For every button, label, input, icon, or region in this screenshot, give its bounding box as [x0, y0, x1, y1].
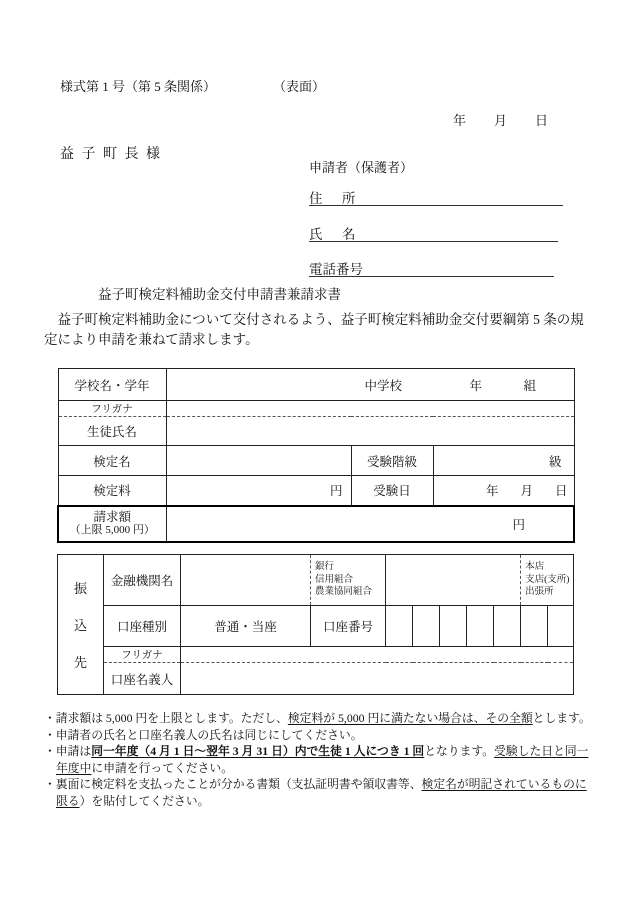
branch-type-sub-branch: 出張所 [525, 587, 554, 598]
address-label: 住 所 [309, 191, 359, 206]
account-number-digit-box [548, 606, 574, 647]
exam-name-input-cell [166, 446, 351, 476]
account-number-label: 口座番号 [311, 606, 386, 647]
note-claim-limit: ・請求額は 5,000 円を上限とします。ただし、検定料が 5,000 円に満たない場合は、その全額とします。 [44, 711, 591, 725]
exam-info-table [57, 368, 575, 543]
institution-type-options [311, 555, 386, 606]
note-same-name: ・申請者の氏名と口座名義人の氏名は同じにしてください。 [44, 727, 363, 742]
name-field [309, 223, 558, 242]
note-attach-receipt: ・裏面に検定料を支払ったことが分かる書類（支払証明書や領収書等、検定名が明記されているものに限る）を貼付してください。 [44, 777, 587, 808]
account-holder-label: 口座名義人 [104, 663, 181, 695]
institution-name-input-cell [181, 555, 311, 606]
footnotes [44, 710, 596, 809]
address-field [309, 187, 563, 206]
account-number-digit-box [413, 606, 440, 647]
school-grade-label: 学校名・学年 [58, 369, 166, 401]
account-number-digit-box [386, 606, 413, 647]
student-furigana-label: フリガナ [58, 401, 166, 417]
exam-date-year-label: 年 [485, 484, 499, 499]
account-type-options: 普通・当座 [181, 606, 311, 647]
transfer-destination-char-1: 振 [73, 580, 87, 596]
student-name-input-cell [166, 417, 574, 446]
exam-date-label: 受験日 [351, 476, 433, 506]
branch-type-branch: 支店(支所) [525, 574, 570, 585]
claim-amount-input-cell: 円 [166, 506, 574, 542]
document-title: 益子町検定料補助金交付申請書兼請求書 [98, 287, 341, 302]
side-label: （表面） [273, 79, 326, 94]
school-grade-input-cell [166, 369, 574, 401]
body-paragraph: 益子町検定料補助金について交付されるよう、益子町検定料補助金交付要綱第 5 条の規定により申請を兼ねて請求します。 [44, 312, 584, 347]
transfer-destination-header [58, 555, 104, 695]
exam-name-label: 検定名 [58, 446, 166, 476]
account-number-digit-box [521, 606, 548, 647]
branch-name-input-cell [386, 555, 521, 606]
account-number-digit-box [494, 606, 521, 647]
holder-furigana-input-cell [181, 647, 574, 663]
account-holder-input-cell [181, 663, 574, 695]
bank-transfer-table [57, 554, 574, 695]
phone-label: 電話番号 [309, 262, 363, 277]
form-code: 様式第 1 号（第 5 条関係） [60, 79, 217, 94]
exam-fee-input-cell: 円 [166, 476, 351, 506]
claim-amount-label: 請求額 [93, 510, 131, 524]
name-label: 氏 名 [309, 227, 359, 242]
date-line [453, 110, 548, 129]
institution-type-bank: 銀行 [315, 562, 335, 573]
date-day-label: 日 [535, 113, 549, 128]
phone-field [309, 258, 554, 277]
institution-type-credit-union: 信用組合 [315, 574, 354, 585]
note-once-per-year: ・申請は同一年度（4 月 1 日～翌年 3 月 31 日）内で生徒 1 人につき 1 回となります。受験した日と同一年度中に申請を行ってください。 [44, 744, 589, 775]
exam-grade-label: 受験階級 [351, 446, 433, 476]
school-suffix-label: 中学校 [364, 378, 403, 393]
transfer-destination-char-2: 込 [73, 618, 87, 633]
branch-type-head-office: 本店 [525, 562, 545, 573]
institution-name-label: 金融機関名 [104, 555, 181, 606]
institution-type-agri-coop: 農業協同組合 [315, 587, 373, 598]
school-class-suffix-label: 組 [523, 378, 537, 393]
exam-date-day-label: 日 [555, 484, 568, 499]
claim-amount-label-cell [58, 506, 166, 542]
date-month-label: 月 [494, 113, 508, 128]
date-year-label: 年 [453, 113, 467, 128]
exam-date-month-label: 月 [520, 484, 533, 499]
holder-furigana-label: フリガナ [104, 647, 181, 663]
account-number-digit-box [467, 606, 494, 647]
claim-amount-limit-label: （上限 5,000 円） [69, 524, 155, 536]
exam-grade-unit-cell: 級 [433, 446, 574, 476]
addressee: 益子町長様 [60, 147, 168, 162]
branch-type-options [521, 555, 574, 606]
account-type-label: 口座種別 [104, 606, 181, 647]
applicant-label: 申請者（保護者） [309, 160, 414, 175]
transfer-destination-char-3: 先 [73, 655, 87, 671]
student-name-label: 生徒氏名 [58, 417, 166, 446]
account-number-digit-box [440, 606, 467, 647]
student-furigana-input-cell [166, 401, 574, 417]
exam-date-input-cell [433, 476, 574, 506]
exam-fee-label: 検定料 [58, 476, 166, 506]
school-year-suffix-label: 年 [469, 378, 483, 393]
